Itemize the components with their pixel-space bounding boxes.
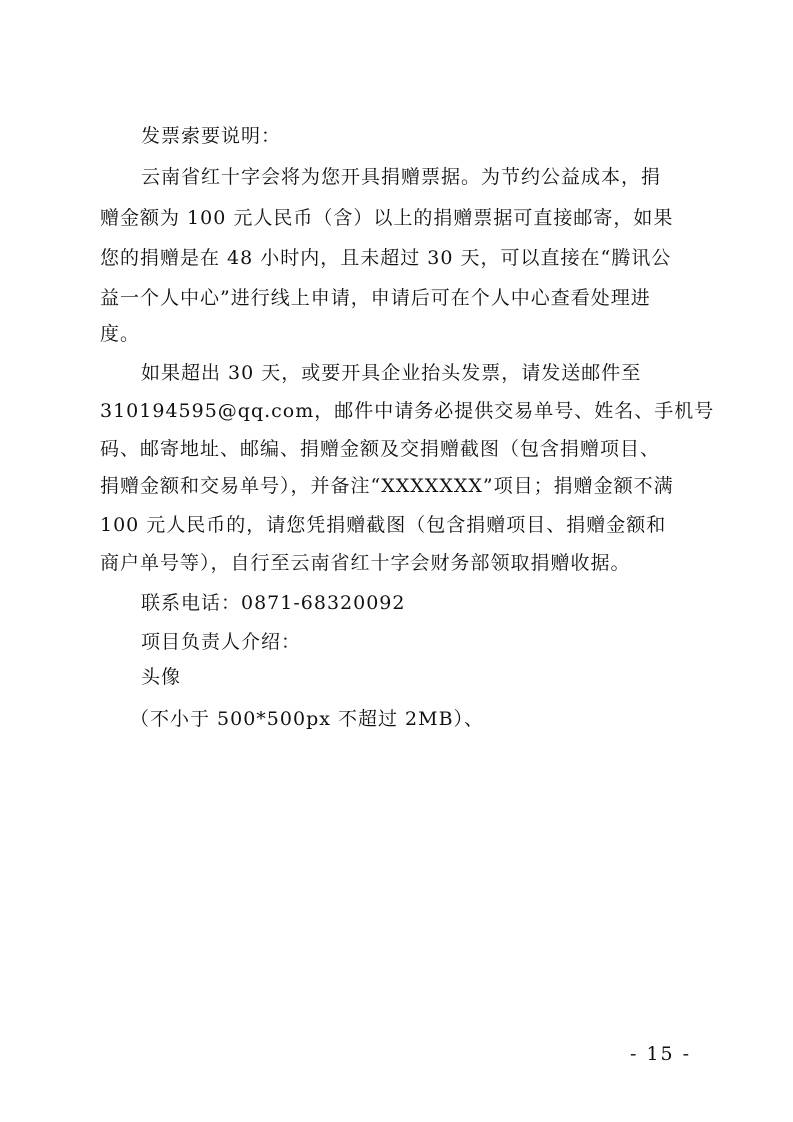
paragraph-line: 云南省红十字会将为您开具捐赠票据。为节约公益成本，捐	[141, 166, 662, 188]
paragraph-line: 310194595@qq.com，邮件中请务必提供交易单号、姓名、手机号	[100, 400, 715, 422]
paragraph-line: 捐赠金额和交易单号），并备注“XXXXXXX”项目；捐赠金额不满	[100, 475, 674, 497]
paragraph-line: 您的捐赠是在 48 小时内，且未超过 30 天，可以直接在“腾讯公	[100, 247, 672, 269]
paragraph-line: 码、邮寄地址、邮编、捐赠金额及交捐赠截图（包含捐赠项目、	[100, 438, 661, 460]
contact-phone: 联系电话：0871-68320092	[141, 592, 406, 614]
page-number: - 15 -	[630, 1043, 692, 1065]
paragraph-line: 商户单号等），自行至云南省红十字会财务部领取捐赠收据。	[100, 552, 631, 574]
paragraph-line: 赠金额为 100 元人民币（含）以上的捐赠票据可直接邮寄，如果	[100, 207, 674, 229]
section-heading-project-lead: 项目负责人介绍：	[141, 631, 302, 653]
paragraph-line: 100 元人民币的，请您凭捐赠截图（包含捐赠项目、捐赠金额和	[100, 514, 667, 536]
paragraph-line: 如果超出 30 天，或要开具企业抬头发票，请发送邮件至	[141, 362, 642, 384]
avatar-label: 头像	[141, 666, 182, 688]
avatar-requirement: （不小于 500*500px 不超过 2MB）、	[130, 708, 485, 730]
section-heading-invoice: 发票索要说明：	[141, 125, 282, 147]
paragraph-line: 益一个人中心”进行线上申请，申请后可在个人中心查看处理进	[100, 287, 651, 309]
paragraph-line: 度。	[100, 323, 141, 345]
